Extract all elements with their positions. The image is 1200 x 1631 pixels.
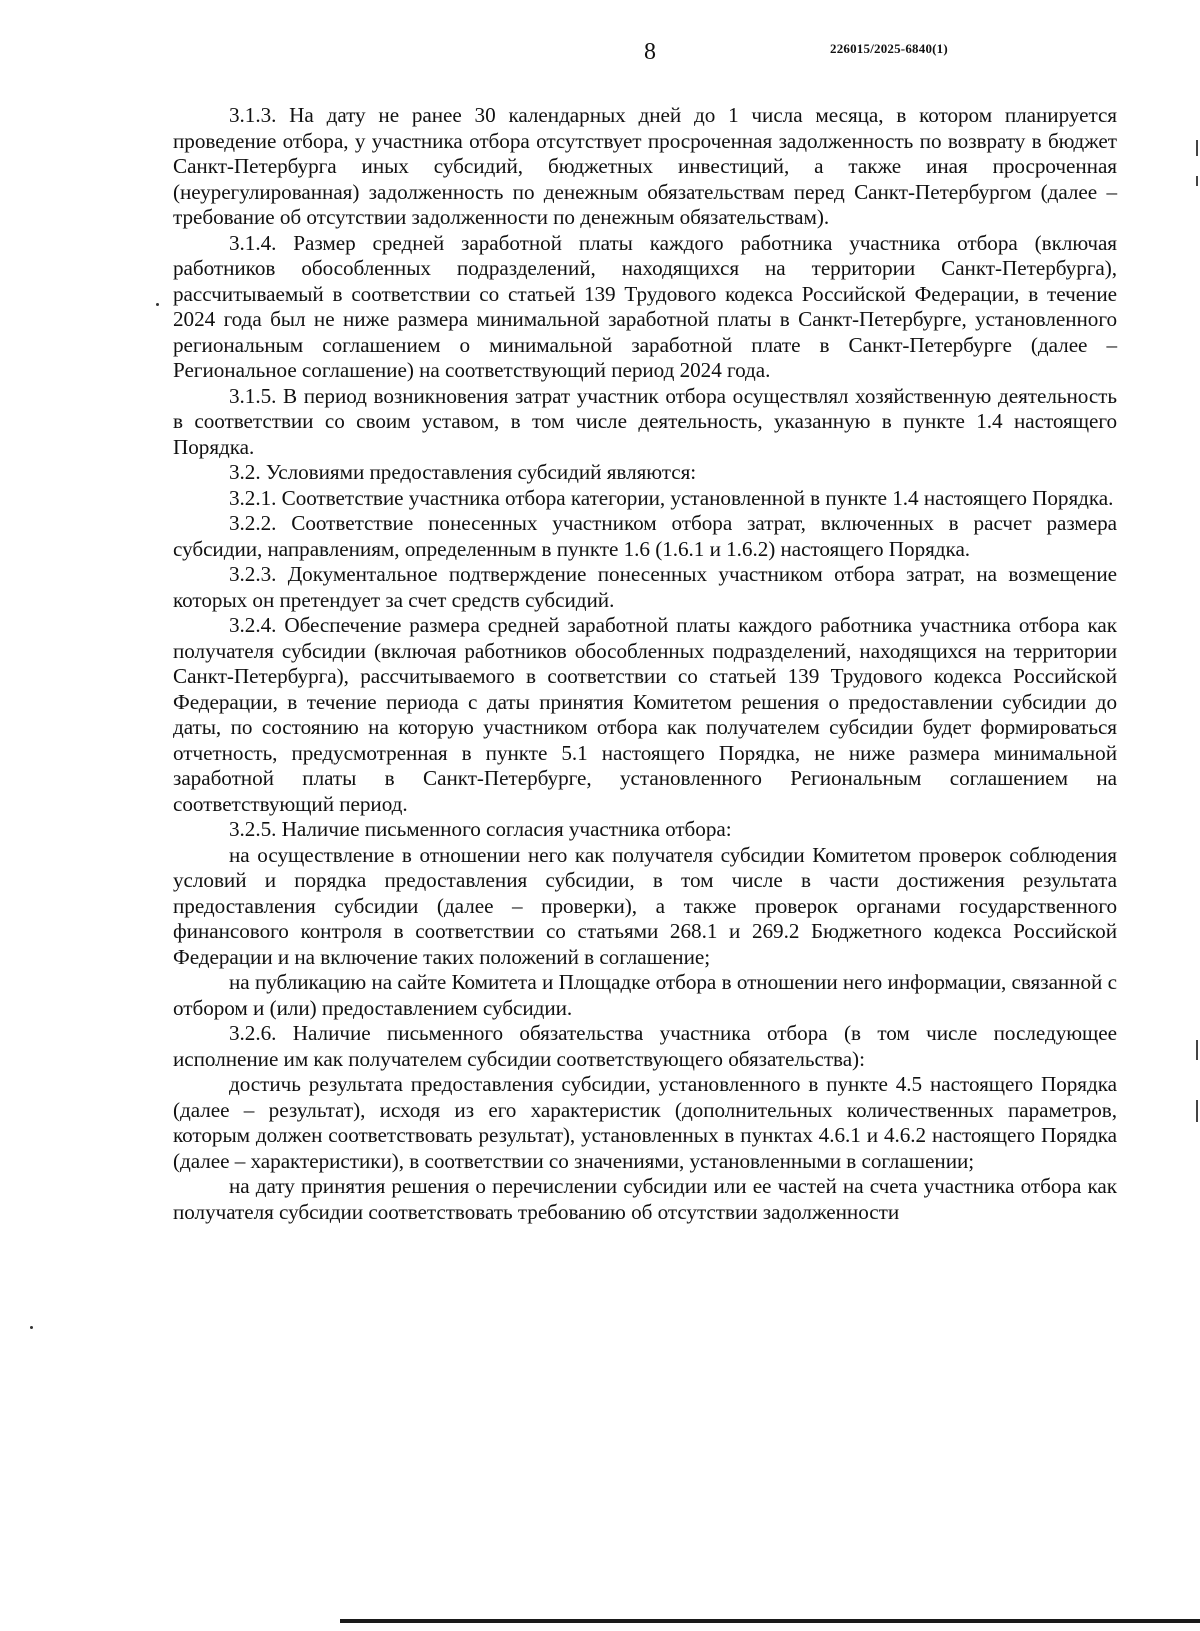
paragraph-3-1-4: 3.1.4. Размер средней заработной платы каждого работника участника отбора (включая работников обособленных подразделений, находящихся на территории Санкт-Петербурга), рассчитываемый в соответствии со статьей 139 Трудового кодекса Российской Федерации, в течение 2024 года был не ниже размера минимальной заработной платы в Санкт-Петербурге, установленного региональным соглашением о минимальной заработной плате в Санкт-Петербурге (далее – Региональное соглашение) на соответствующий период 2024 года. <box>173 230 1117 382</box>
paragraph-3-2-6-item-debt: на дату принятия решения о перечислении субсидии или ее частей на счета участника отбора как получателя субсидии соответствовать требованию об отсутствии задолженности <box>173 1174 1117 1224</box>
paragraph-3-2-4: 3.2.4. Обеспечение размера средней заработной платы каждого работника участника отбора как получателя субсидии (включая работников обособленных подразделений, находящихся на территории Санкт-Петербурга), рассчитываемого в соответствии со статьей 139 Трудового кодекса Российской Федерации, в течение периода с даты принятия Комитетом решения о предоставлении субсидии до даты, по состоянию на которую участником отбора как получателем субсидии будет формироваться отчетность, предусмотренная в пункте 5.1 настоящего Порядка, не ниже размера минимальной заработной платы в Санкт-Петербурге, установленного Региональным соглашением на соответствующий период. <box>173 613 1117 816</box>
document-id: 226015/2025-6840(1) <box>830 41 948 56</box>
paragraph-3-2-6-item-result: достичь результата предоставления субсидии, установленного в пункте 4.5 настоящего Порядка (далее – результат), исходя из его характеристик (дополнительных количественных параметров, которым должен соответствовать результат), установленных в пунктах 4.6.1 и 4.6.2 настоящего Порядка (далее – характеристики), в соответствии со значениями, установленными в соглашении; <box>173 1072 1117 1173</box>
scan-bottom-rule <box>340 1619 1200 1623</box>
scan-edge-mark <box>1196 176 1198 186</box>
paragraph-3-2-5: 3.2.5. Наличие письменного согласия участника отбора: <box>229 817 732 841</box>
paragraph-3-2-5-item-inspections: на осуществление в отношении него как получателя субсидии Комитетом проверок соблюдения условий и порядка предоставления субсидии, в том числе в части достижения результата предоставления субсидии (далее – проверки), а также проверок органами государственного финансового контроля в соответствии со статьями 268.1 и 269.2 Бюджетного кодекса Российской Федерации и на включение таких положений в соглашение; <box>173 842 1117 969</box>
paragraph-3-2-6: 3.2.6. Наличие письменного обязательства участника отбора (в том числе последующее исполнение им как получателем субсидии соответствующего обязательства): <box>173 1021 1117 1071</box>
scan-speck <box>30 1326 33 1329</box>
paragraph-3-2-3: 3.2.3. Документальное подтверждение понесенных участником отбора затрат, на возмещение которых он претендует за счет средств субсидий. <box>173 562 1117 612</box>
scan-edge-mark <box>1196 1040 1198 1060</box>
paragraph-3-1-3: 3.1.3. На дату не ранее 30 календарных дней до 1 числа месяца, в котором планируется проведение отбора, у участника отбора отсутствует просроченная задолженность по возврату в бюджет Санкт-Петербурга иных субсидий, бюджетных инвестиций, а также иная просроченная (неурегулированная) задолженность по денежным обязательствам перед Санкт-Петербургом (далее – требование об отсутствии задолженности по денежным обязательствам). <box>173 103 1117 229</box>
document-body <box>173 103 1117 1225</box>
scan-edge-mark <box>1196 140 1198 156</box>
paragraph-3-1-5: 3.1.5. В период возникновения затрат участник отбора осуществлял хозяйственную деятельность в соответствии со своим уставом, в том числе деятельность, указанную в пункте 1.4 настоящего Порядка. <box>173 383 1117 459</box>
paragraph-3-2-2: 3.2.2. Соответствие понесенных участником отбора затрат, включенных в расчет размера субсидии, направлениям, определенным в пункте 1.6 (1.6.1 и 1.6.2) настоящего Порядка. <box>173 511 1117 561</box>
paragraph-3-2-5-item-publication: на публикацию на сайте Комитета и Площадке отбора в отношении него информации, связанной с отбором и (или) предоставлением субсидии. <box>173 970 1117 1020</box>
scan-speck <box>156 303 159 306</box>
paragraph-3-2-1: 3.2.1. Соответствие участника отбора категории, установленной в пункте 1.4 настоящего Порядка. <box>229 485 1114 510</box>
paragraph-3-2: 3.2. Условиями предоставления субсидий являются: <box>229 460 697 484</box>
page-number: 8 <box>644 39 656 65</box>
scan-edge-mark <box>1196 1100 1198 1122</box>
